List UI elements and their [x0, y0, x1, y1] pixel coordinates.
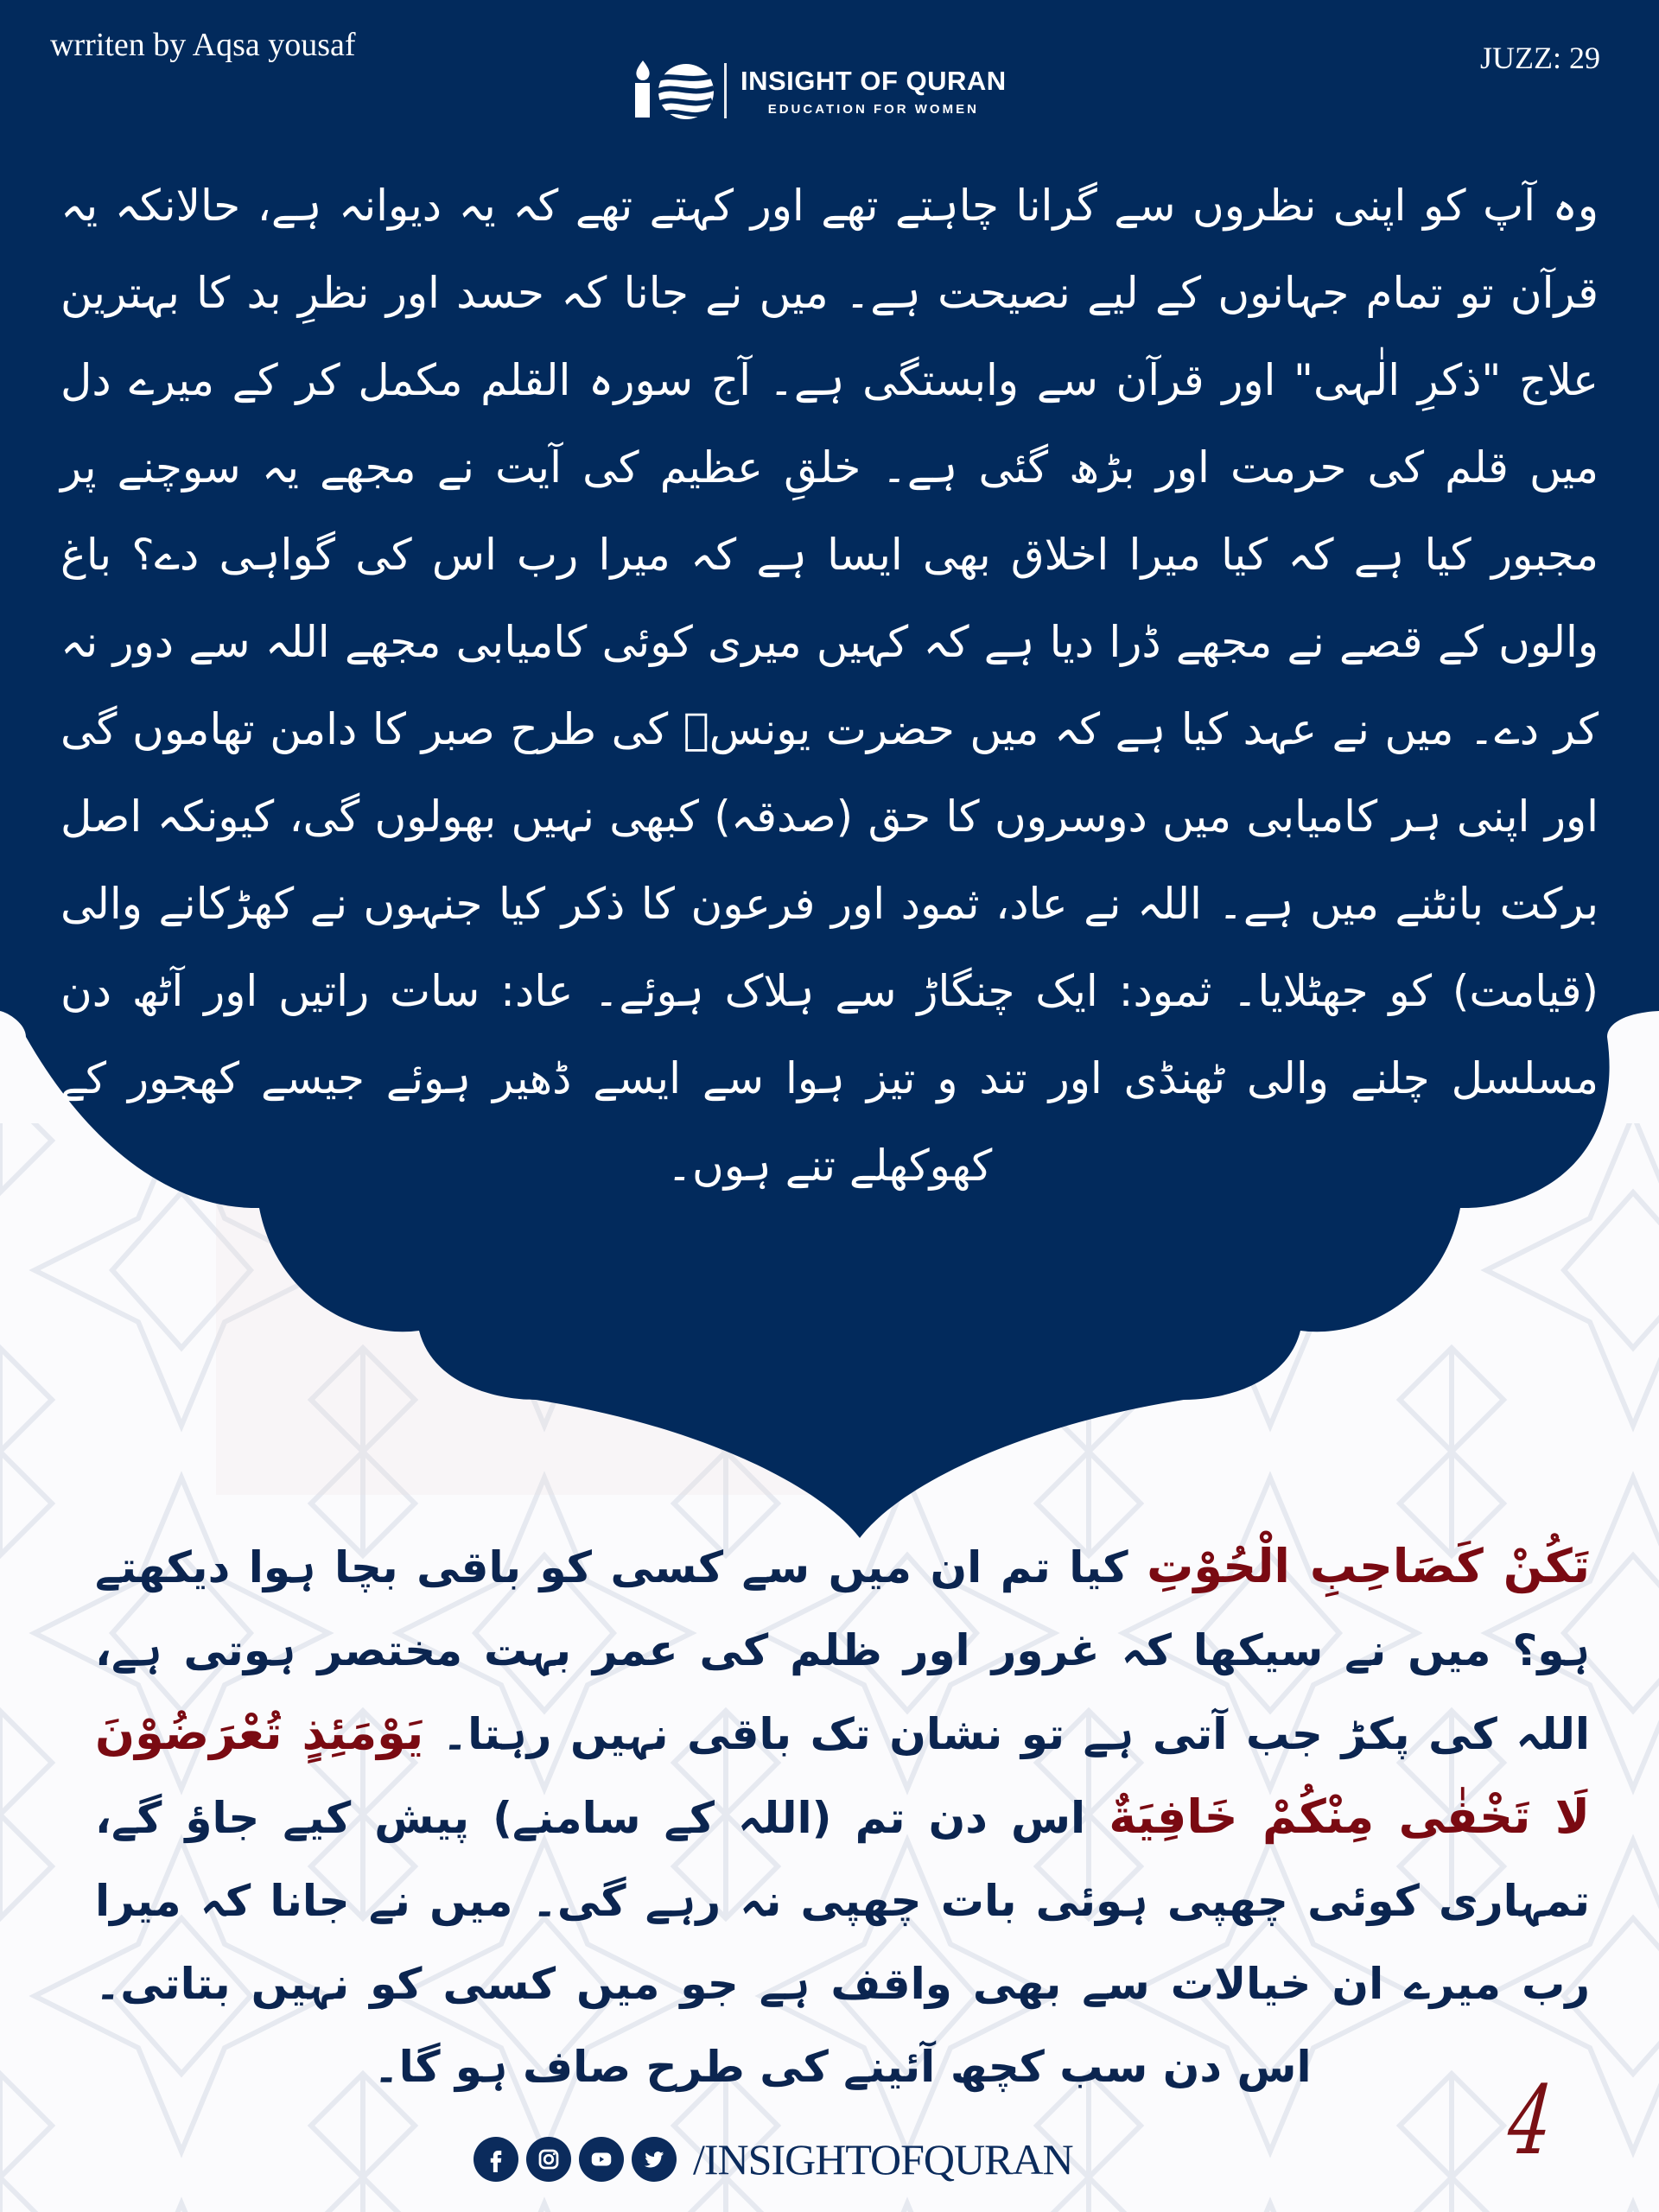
youtube-icon[interactable] [579, 2137, 624, 2182]
facebook-icon[interactable] [474, 2137, 518, 2182]
reflection-paragraph-bottom [95, 1525, 1590, 2108]
brand-logo [632, 57, 1007, 124]
juzz-label: JUZZ: 29 [1480, 41, 1600, 75]
insight-of-quran-logo-icon [632, 57, 717, 124]
quran-verse-2: يَوْمَئِذٍ تُعْرَضُوْنَ لَا تَخْفٰى مِنْكُمْ خَافِيَةٌ [95, 1706, 1591, 1844]
instagram-icon[interactable] [526, 2137, 571, 2182]
logo-divider [724, 63, 727, 118]
bottom-text-2: اس دن تم (اللہ کے سامنے) پیش کیے جاؤ گے، تمہاری کوئی چھپی ہوئی بات چھپی نہ رہے گی۔ میں نے جانا کہ میرا رب میرے ان خیالات سے بھی واقف ہے جو میں کسی کو نہیں بتاتی۔ اس دن سب کچھ آئینے کی طرح صاف ہو گا۔ [95, 1793, 1590, 2092]
twitter-icon[interactable] [632, 2137, 677, 2182]
logo-subtitle: EDUCATION FOR WOMEN [767, 101, 979, 117]
logo-title: INSIGHT OF QURAN [741, 65, 1007, 96]
author-credit: wrriten by Aqsa yousaf [50, 27, 356, 63]
bottom-text-1: کیا تم ان میں سے کسی کو باقی بچا ہوا دیکھتے ہو؟ میں نے سیکھا کہ غرور اور ظلم کی عمر بہت مختصر ہوتی ہے، اللہ کی پکڑ جب آتی ہے تو نشان تک باقی نہیں رہتا۔ [95, 1542, 1590, 1759]
reflection-paragraph-top [60, 162, 1599, 1210]
social-handle[interactable]: /INSIGHTOFQURAN [693, 2135, 1073, 2183]
page-number: 4 [1503, 2065, 1558, 2176]
social-footer [474, 2134, 1073, 2184]
quran-verse-1: تَكُنْ كَصَاحِبِ الْحُوْتِ [1147, 1539, 1590, 1593]
top-paragraph-text: وہ آپ کو اپنی نظروں سے گرانا چاہتے تھے اور کہتے تھے کہ یہ دیوانہ ہے، حالانکہ یہ قرآن تو تمام جہانوں کے لیے نصیحت ہے۔ میں نے جانا کہ حسد اور نظرِ بد کا بہترین علاج "ذکرِ الٰہی" اور قرآن سے وابستگی ہے۔ آج سورہ القلم مکمل کر کے میرے دل میں قلم کی حرمت اور بڑھ گئی ہے۔ خلقِ عظیم کی آیت نے مجھے یہ سوچنے پر مجبور کیا ہے کہ کیا میرا اخلاق بھی ایسا ہے کہ میرا رب اس کی گواہی دے؟ باغ والوں کے قصے نے مجھے ڈرا دیا ہے کہ کہیں میری کوئی کامیابی مجھے اللہ سے دور نہ کر دے۔ میں نے عہد کیا ہے کہ میں حضرت یونسؑ کی طرح صبر کا دامن تھاموں گی اور اپنی ہر کامیابی میں دوسروں کا حق (صدقہ) کبھی نہیں بھولوں گی، کیونکہ اصل برکت بانٹنے میں ہے۔ اللہ نے عاد، ثمود اور فرعون کا ذکر کیا جنہوں نے کھڑکانے والی (قیامت) کو جھٹلایا۔ ثمود: ایک چنگاڑ سے ہلاک ہوئے۔ عاد: سات راتیں اور آٹھ دن مسلسل چلنے والی ٹھنڈی اور تند و تیز ہوا سے ایسے ڈھیر ہوئے جیسے کھجور کے کھوکھلے تنے ہوں۔ [60, 181, 1599, 1191]
